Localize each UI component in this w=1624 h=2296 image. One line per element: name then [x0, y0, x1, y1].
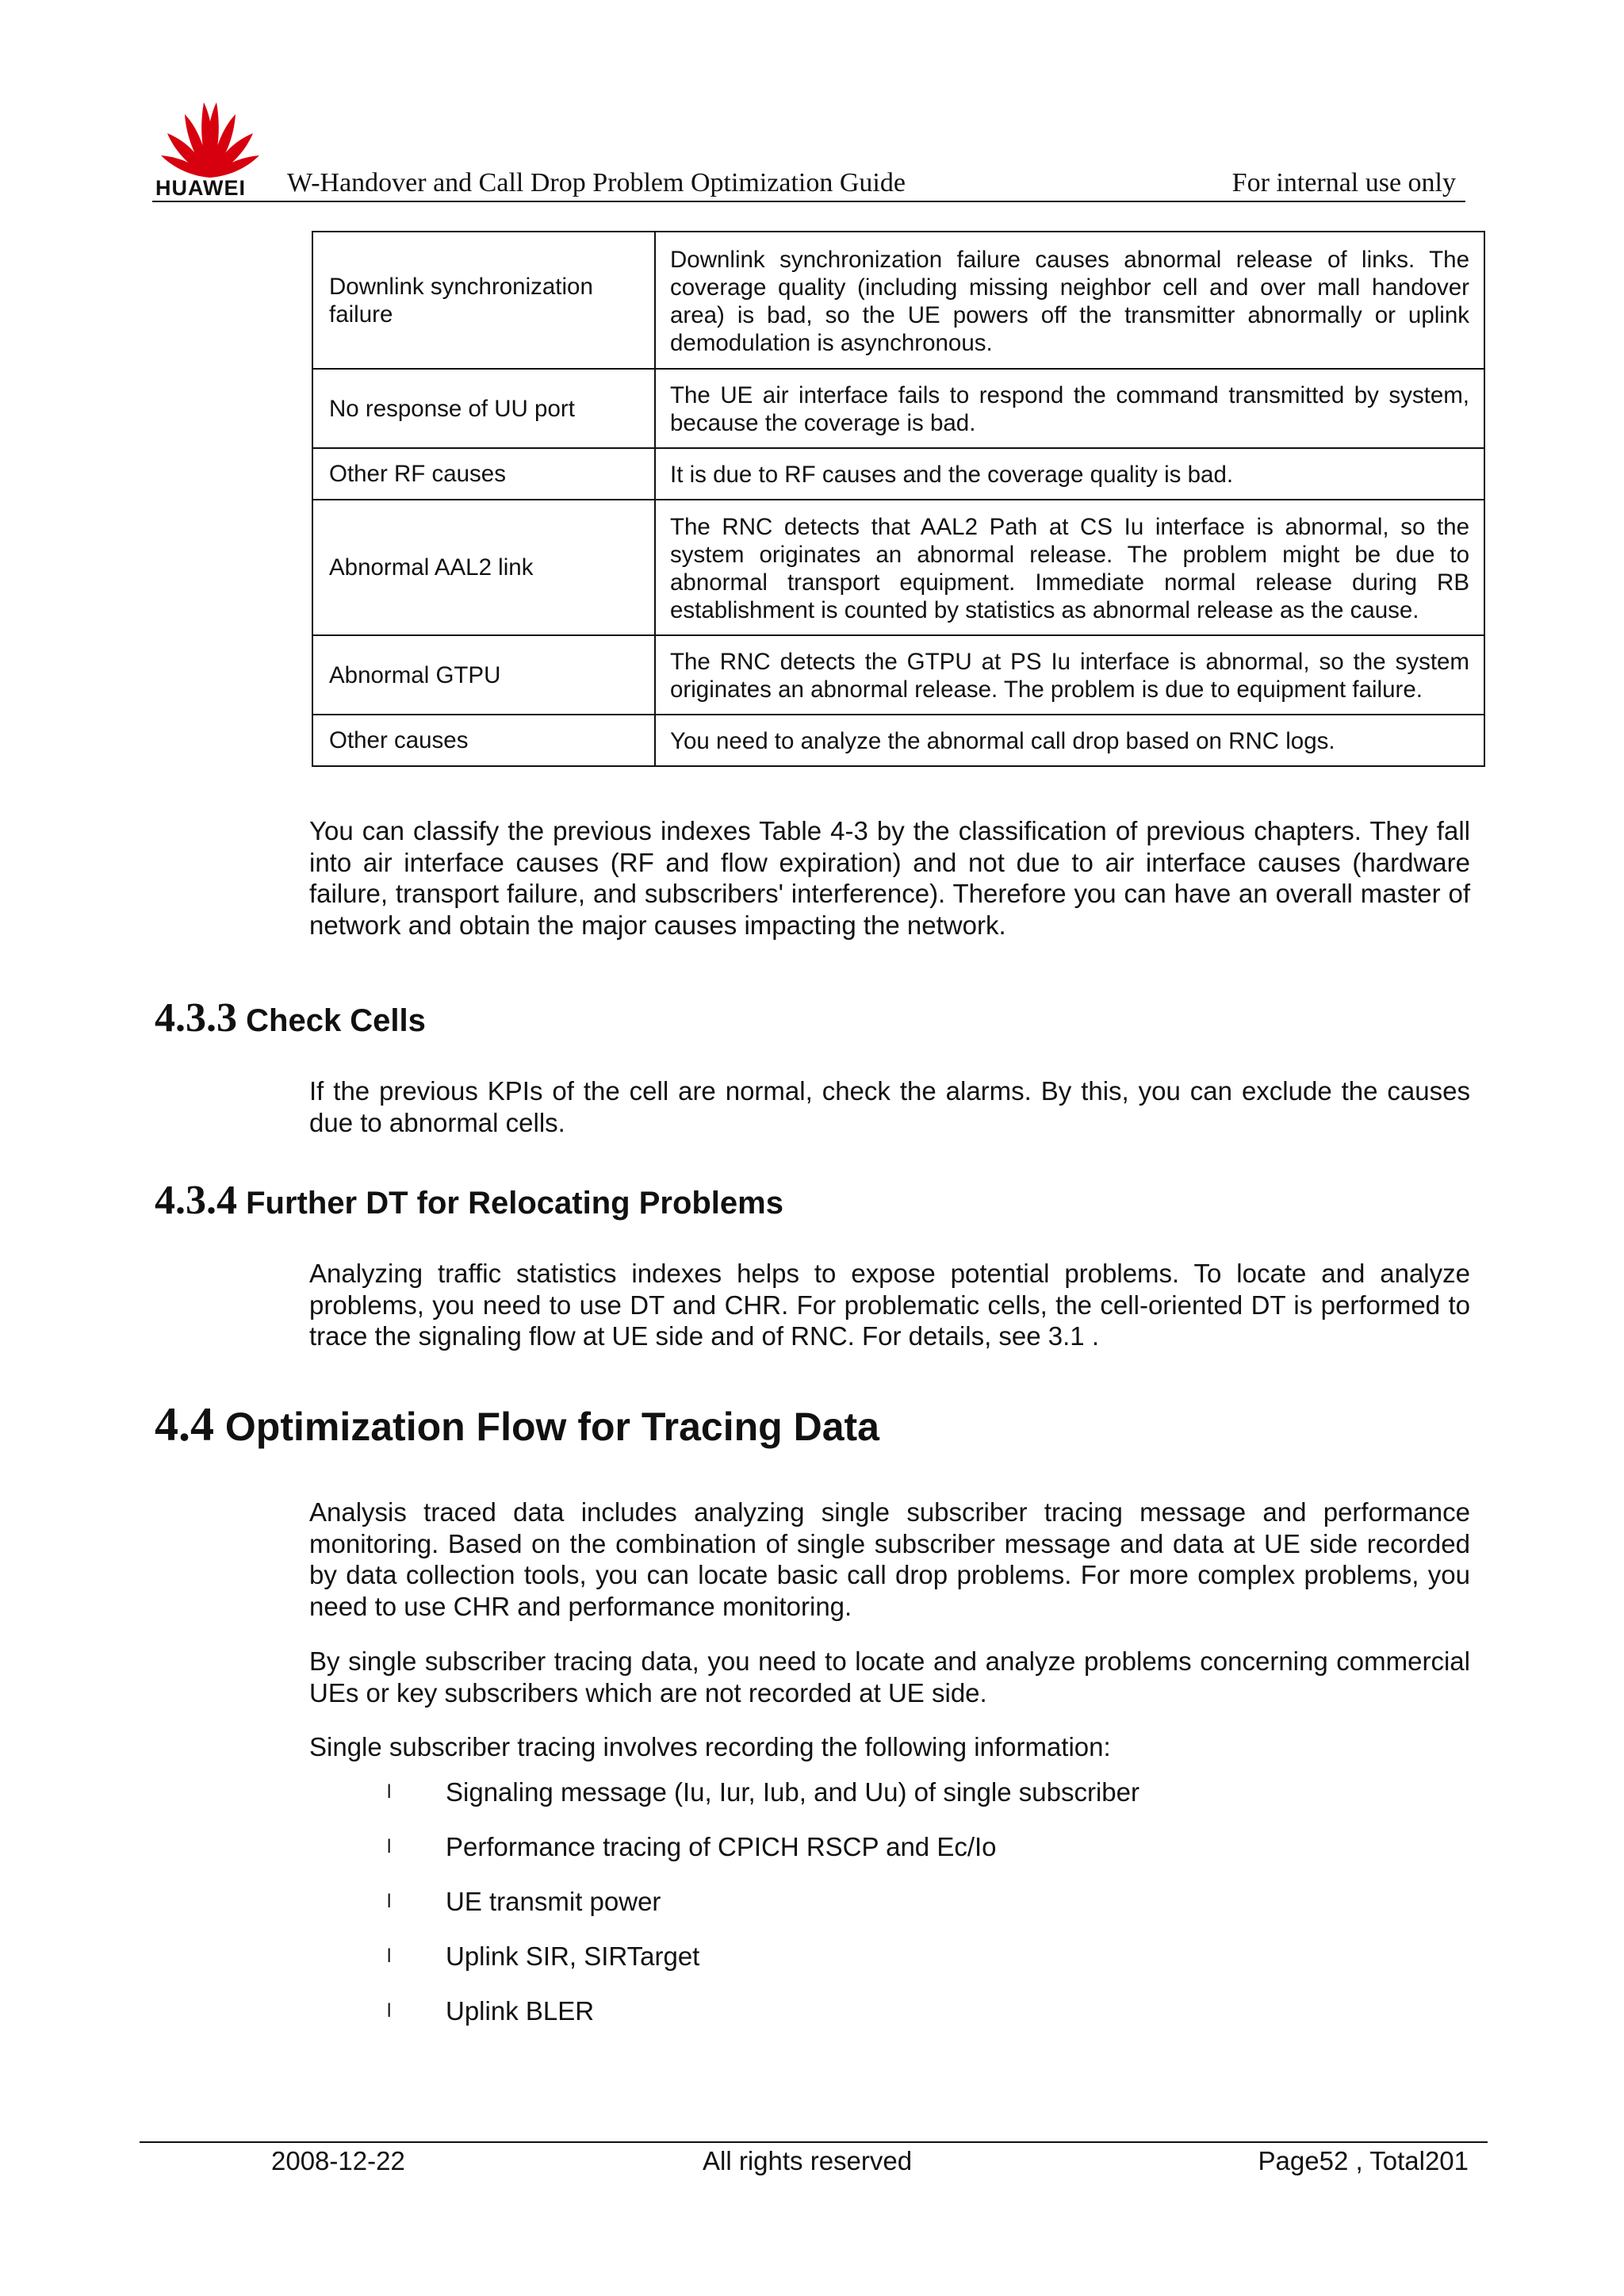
cause-cell: Other RF causes — [312, 448, 655, 500]
list-item-text: Performance tracing of CPICH RSCP and Ec/Io — [446, 1832, 997, 1861]
single-subscriber-paragraph: By single subscriber tracing data, you need to locate and analyze problems concerning commercial UEs or key subscribers which are not recorded at UE side. — [309, 1646, 1470, 1708]
section-number: 4.3.4 — [155, 1178, 237, 1223]
section-number: 4.4 — [155, 1398, 214, 1451]
classification-paragraph: You can classify the previous indexes Table 4-3 by the classification of previous chapters. They fall into air interface causes (RF and flow expiration) and not due to air interface causes (hardware failure, transport failure, and subscribers' interference). Therefore you can have an overall master of network and obtain the major causes impacting the network. — [309, 816, 1470, 940]
section-title: Optimization Flow for Tracing Data — [224, 1405, 879, 1449]
bullet-marker: l — [387, 1836, 392, 1857]
further-dt-paragraph: Analyzing traffic statistics indexes helps to expose potential problems. To locate and analyze problems, you need to use DT and CHR. For problematic cells, the cell-oriented DT is performed to trace the signaling flow at UE side and of RNC. For details, see 3.1 . — [309, 1259, 1470, 1351]
bullet-marker: l — [387, 2000, 392, 2022]
table-row — [312, 369, 1484, 448]
classification-label: For internal use only — [1231, 168, 1456, 197]
involves-paragraph: Single subscriber tracing involves recording the following information: — [309, 1732, 1111, 1761]
analysis-paragraph: Analysis traced data includes analyzing single subscriber tracing message and performance monitoring. Based on the combination of single subscriber message and data at UE side recorded by data collection tools, you can locate basic call drop problems. For more complex problems, you need to use CHR and performance monitoring. — [309, 1497, 1470, 1621]
cause-cell: Other causes — [312, 715, 655, 766]
footer-rights: All rights reserved — [703, 2146, 913, 2175]
section-heading-4-3-3 — [155, 995, 426, 1041]
footer-divider — [140, 2141, 1488, 2143]
logo-text: HUAWEI — [155, 176, 246, 200]
section-title: Check Cells — [246, 1003, 426, 1038]
list-item-text: Signaling message (Iu, Iur, Iub, and Uu) of single subscriber — [446, 1777, 1139, 1807]
table-row — [312, 448, 1484, 500]
table-row — [312, 635, 1484, 715]
footer-date: 2008-12-22 — [271, 2146, 405, 2175]
cause-cell: Abnormal AAL2 link — [312, 500, 655, 635]
description-cell: You need to analyze the abnormal call drop based on RNC logs. — [655, 715, 1484, 766]
table-row — [312, 500, 1484, 635]
document-title: W-Handover and Call Drop Problem Optimization Guide — [287, 168, 906, 197]
section-heading-4-3-4 — [155, 1177, 783, 1224]
description-cell: The RNC detects the GTPU at PS Iu interface is abnormal, so the system originates an abnormal release. The problem is due to equipment failure. — [655, 635, 1484, 715]
description-cell: Downlink synchronization failure causes abnormal release of links. The coverage quality (including missing neighbor cell and over mall handover area) is bad, so the UE powers off the transmitter abnormally or uplink demodulation is asynchronous. — [655, 232, 1484, 369]
cause-cell: Downlink synchronization failure — [312, 232, 655, 369]
bullet-marker: l — [387, 1781, 392, 1803]
list-item-text: Uplink SIR, SIRTarget — [446, 1941, 700, 1971]
list-item-text: UE transmit power — [446, 1887, 661, 1916]
description-cell: The UE air interface fails to respond the command transmitted by system, because the coverage is bad. — [655, 369, 1484, 448]
list-item — [381, 1995, 1139, 2050]
footer-page-number: Page52 , Total201 — [1258, 2146, 1469, 2175]
tracing-info-list — [381, 1777, 1139, 2050]
section-title: Further DT for Relocating Problems — [246, 1186, 783, 1221]
call-drop-cause-table — [312, 231, 1485, 767]
list-item — [381, 1831, 1139, 1886]
list-item — [381, 1777, 1139, 1831]
table-row — [312, 715, 1484, 766]
header-divider — [152, 201, 1465, 202]
bullet-marker: l — [387, 1891, 392, 1912]
check-cells-paragraph: If the previous KPIs of the cell are normal, check the alarms. By this, you can exclude the causes due to abnormal cells. — [309, 1076, 1470, 1137]
cause-cell: No response of UU port — [312, 369, 655, 448]
description-cell: It is due to RF causes and the coverage quality is bad. — [655, 448, 1484, 500]
bullet-marker: l — [387, 1945, 392, 1967]
table-row — [312, 232, 1484, 369]
cause-cell: Abnormal GTPU — [312, 635, 655, 715]
list-item-text: Uplink BLER — [446, 1996, 595, 2026]
list-item — [381, 1941, 1139, 1995]
description-cell: The RNC detects that AAL2 Path at CS Iu interface is abnormal, so the system originates an abnormal release. The problem might be due to abnormal transport equipment. Immediate normal release during RB establishment is counted by statistics as abnormal release as the cause. — [655, 500, 1484, 635]
section-heading-4-4 — [155, 1397, 879, 1452]
section-number: 4.3.3 — [155, 995, 237, 1041]
list-item — [381, 1886, 1139, 1941]
